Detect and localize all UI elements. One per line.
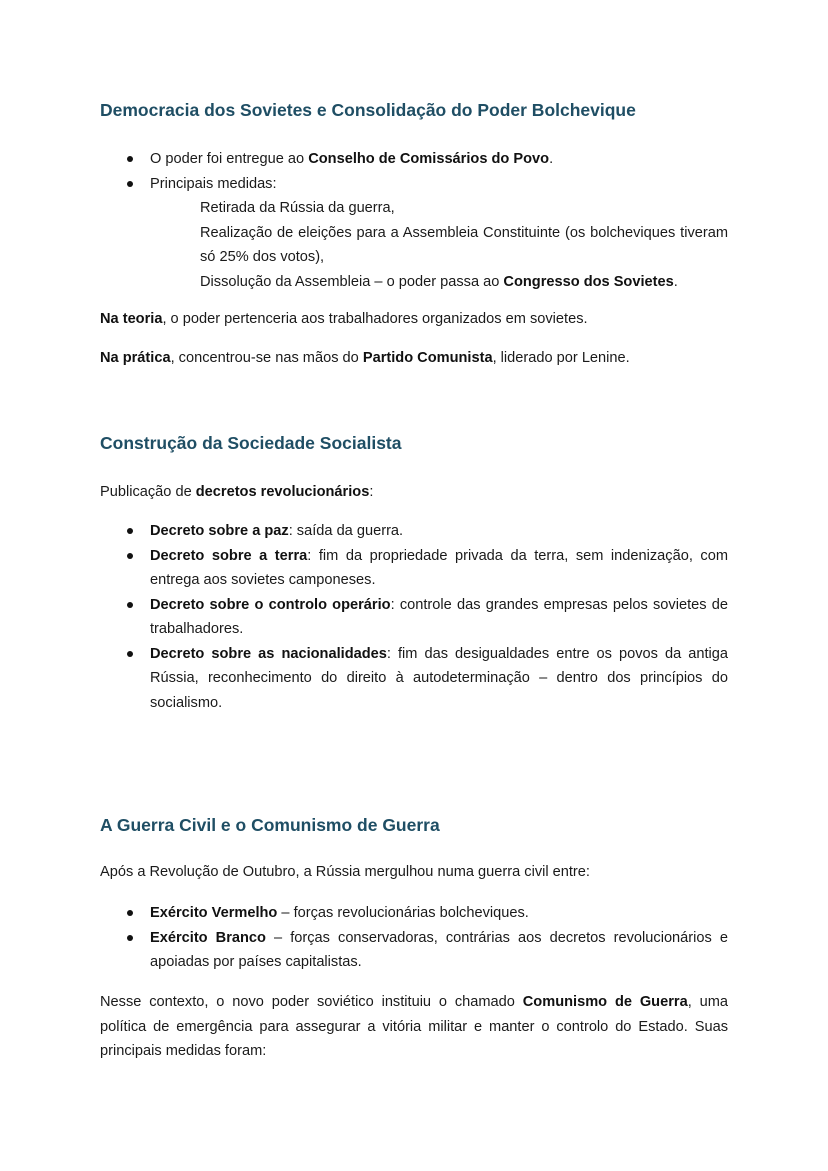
measure-item: Realização de eleições para a Assembleia Constituinte (os bolcheviques tiveram só 25% dos votos), [200,224,728,265]
list-item: Exército Vermelho – forças revolucionárias bolcheviques. [100,901,728,926]
bullet-icon [127,935,133,941]
list-item: Exército Branco – forças conservadoras, contrárias aos decretos revolucionários e apoiadas por países capitalistas. [100,926,728,975]
decree-title: Decreto sobre as nacionalidades [150,645,387,662]
heading-construcao-sociedade: Construção da Sociedade Socialista [100,433,402,453]
list-item: Principais medidas: Retirada da Rússia da guerra, Realização de eleições para a Assembleia Constituinte (os bolcheviques tiveram só 25% dos votos), Dissolução da Assembleia – o poder passa ao Congresso dos Sovietes. [100,172,728,295]
paragraph-theory: Na teoria, o poder pertenceria aos trabalhadores organizados em sovietes. [100,311,588,327]
bullet-icon [127,156,133,162]
bold-text: Na teoria [100,311,163,327]
bullet-list-poder [100,147,728,294]
bold-text: Congresso dos Sovietes [503,273,674,290]
paragraph-war-communism: Nesse contexto, o novo poder soviético instituiu o chamado Comunismo de Guerra, uma política de emergência para assegurar a vitória militar e manter o controlo do Estado. Suas principais medidas foram: [100,994,728,1059]
decrees-list [100,519,728,715]
bullet-icon [127,910,133,916]
heading-guerra-civil: A Guerra Civil e o Comunismo de Guerra [100,815,440,835]
list-item: Decreto sobre a paz: saída da guerra. [100,519,728,544]
bold-text: Na prática [100,350,171,366]
bullet-icon [127,181,133,187]
measure-item: Dissolução da Assembleia – o poder passa ao Congresso dos Sovietes. [200,273,678,290]
decree-title: Decreto sobre o controlo operário [150,596,391,613]
bold-text: Conselho de Comissários do Povo [308,151,550,167]
bullet-icon [127,528,133,534]
decree-title: Decreto sobre a terra [150,547,308,564]
list-item: O poder foi entregue ao Conselho de Comissários do Povo. [100,147,728,172]
bullet-icon [127,651,133,657]
army-title: Exército Vermelho [150,905,278,921]
bold-text: Partido Comunista [362,350,493,366]
bold-text: decretos revolucionários [195,484,370,500]
paragraph-civil-war-intro: Após a Revolução de Outubro, a Rússia mergulhou numa guerra civil entre: [100,864,590,880]
bullet-icon [127,602,133,608]
army-title: Exército Branco [150,929,266,946]
paragraph-practice: Na prática, concentrou-se nas mãos do Partido Comunista, liderado por Lenine. [100,350,630,366]
armies-list [100,901,728,975]
decree-title: Decreto sobre a paz [150,523,289,539]
bold-text: Comunismo de Guerra [522,994,688,1010]
list-item: Decreto sobre a terra: fim da propriedade privada da terra, sem indenização, com entrega aos sovietes camponeses. [100,544,728,593]
list-item: Decreto sobre o controlo operário: controle das grandes empresas pelos sovietes de trabalhadores. [100,593,728,642]
heading-democracia-sovietes: Democracia dos Sovietes e Consolidação do Poder Bolchevique [100,100,636,120]
measure-item: Retirada da Rússia da guerra, [200,200,395,216]
list-item: Decreto sobre as nacionalidades: fim das desigualdades entre os povos da antiga Rússia, reconhecimento do direito à autodeterminação – dentro dos princípios do socialismo. [100,642,728,716]
paragraph-decrees-intro: Publicação de decretos revolucionários: [100,484,374,500]
bullet-icon [127,553,133,559]
